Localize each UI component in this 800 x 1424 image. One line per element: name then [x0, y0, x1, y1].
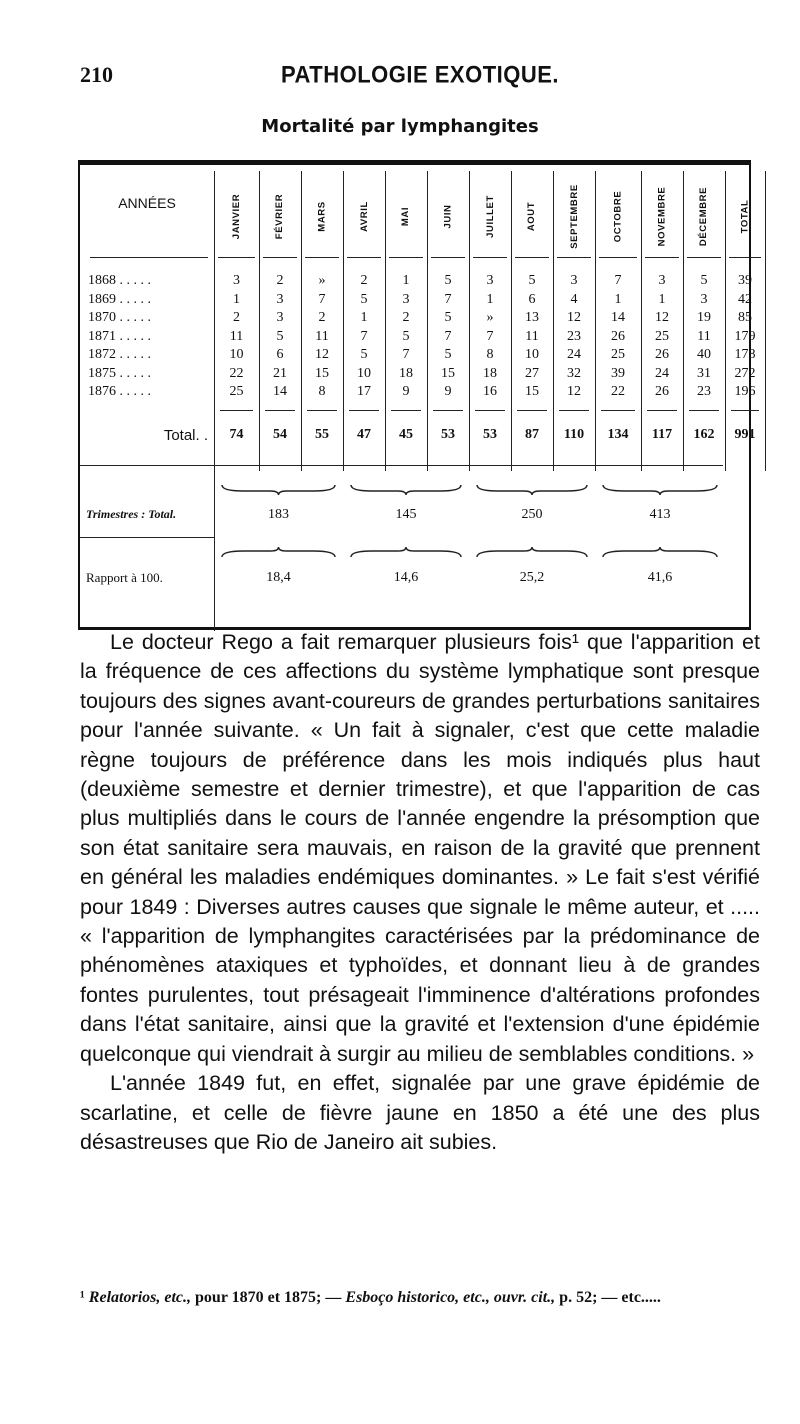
- table-cell: 179: [734, 328, 756, 344]
- footnote: [80, 1286, 760, 1310]
- years-header: ANNÉES: [118, 195, 176, 211]
- table-cell: 26: [655, 347, 669, 362]
- quarter-total: 145: [395, 507, 417, 522]
- month-header-label: JUILLET: [484, 194, 496, 238]
- table-cell: 272: [734, 365, 756, 381]
- total-separator: [391, 410, 421, 411]
- month-header-label: SEPTEMBRE: [568, 183, 580, 249]
- quarter-ratio: 25,2: [519, 570, 545, 585]
- table-cell: 2: [276, 273, 284, 288]
- table-cell: 1: [233, 291, 240, 307]
- body-text: [80, 628, 760, 1157]
- total-separator: [475, 410, 505, 411]
- table-cell: 3: [700, 291, 708, 307]
- total-separator: [559, 410, 589, 411]
- month-header: [511, 171, 553, 261]
- total-separator: [220, 410, 253, 411]
- total-separator: [349, 410, 379, 411]
- quarter-ratio: 18,4: [266, 570, 291, 585]
- table-cell: 7: [614, 273, 622, 288]
- table-cell: 21: [273, 365, 287, 381]
- table-cell: 8: [318, 384, 326, 399]
- table-cell: 12: [315, 347, 329, 362]
- table-cell: 17: [357, 384, 371, 399]
- table-cell: 11: [229, 328, 244, 344]
- month-header-label: OCTOBRE: [612, 190, 624, 242]
- total-separator: [517, 410, 547, 411]
- month-header: [725, 171, 765, 261]
- group-brace: [601, 547, 719, 559]
- table-cell: 13: [525, 310, 539, 325]
- table-cell: 7: [402, 347, 410, 362]
- table-cell: 26: [611, 328, 625, 344]
- quarter-total: 183: [268, 507, 289, 522]
- table-cell: 4: [570, 291, 578, 307]
- table-cell: 27: [525, 365, 539, 381]
- quarter-total: 413: [649, 507, 671, 522]
- year-label: 1869 . . . . .: [88, 291, 151, 307]
- month-header-label: DÉCEMBRE: [698, 186, 710, 246]
- table-cell: 10: [525, 347, 539, 362]
- table-cell: 16: [483, 384, 497, 399]
- month-header: [214, 171, 259, 261]
- table-cell: 3: [486, 273, 494, 288]
- table-cell: 6: [276, 347, 284, 362]
- table-cell: 5: [360, 291, 368, 307]
- footnote-relatorios: Relatorios, etc.,: [88, 1289, 192, 1306]
- month-header-label: NOVEMBRE: [656, 186, 668, 246]
- total-separator: [647, 410, 677, 411]
- table-cell: 12: [655, 310, 669, 325]
- table-cell: 5: [360, 347, 368, 362]
- table-cell: »: [486, 310, 494, 325]
- table-cell: 7: [444, 291, 452, 307]
- years-header-underline: [90, 257, 208, 258]
- table-cell: 15: [525, 384, 539, 399]
- month-header-label: AVRIL: [358, 200, 370, 232]
- table-cell: 15: [441, 365, 455, 381]
- month-header: [641, 171, 683, 261]
- table-cell: 1: [658, 291, 666, 307]
- table-cell: 24: [567, 347, 581, 362]
- table-cell: 25: [611, 347, 625, 362]
- table-cell: 7: [360, 328, 368, 344]
- month-header: [259, 171, 301, 261]
- table-cell: 23: [567, 328, 581, 344]
- total-cell: 53: [483, 427, 497, 442]
- table-cell: 9: [444, 384, 452, 399]
- table-cell: 1: [360, 310, 368, 325]
- table-cell: 6: [528, 291, 536, 307]
- total-cell: 87: [525, 427, 539, 442]
- table-cell: 2: [360, 273, 368, 288]
- table-cell: 23: [697, 384, 711, 399]
- table-cell: 2: [318, 310, 326, 325]
- mortality-table: [78, 160, 756, 630]
- month-header-label: AOUT: [526, 201, 538, 231]
- paragraph-1: Le docteur Rego a fait remarquer plusieurs fois¹ que l'apparition et la fréquence de ces affections du système lymphatique sont presque toujours des signes avant-coureurs de grandes perturbations sanitaires pour l'année suivante. « Un fait à signaler, c'est que cette maladie règne toujours de préférence dans les mois indiqués plus haut (deuxième semestre et dernier trimestre), et que l'apparition de cas plus multipliés dans le cours de l'année engendre la présomption que son état sanitaire sera mauvais, en raison de la gravité que prennent en général les maladies endémiques dominantes. » Le fait s'est vérifié pour 1849 : Diverses autres causes que signale le même auteur, et ..... « l'apparition de lymphangites caractérisées par la prédominance de phénomènes ataxiques et typhoïdes, et donnant lieu à de grandes fontes purulentes, tout présageait l'imminence d'altérations profondes dans l'état sanitaire, ainsi que la gravité et l'extension d'une épidémie quelconque qui viendrait à surgir au milieu de semblables conditions. »: [80, 630, 760, 1066]
- column-rule: [765, 171, 766, 471]
- table-cell: 3: [276, 291, 284, 307]
- total-cell: 74: [229, 427, 244, 442]
- table-cell: 25: [655, 328, 669, 344]
- table-cell: 7: [486, 328, 494, 344]
- year-label: 1875 . . . . .: [88, 365, 151, 381]
- group-brace: [220, 547, 337, 559]
- footnote-pages: p. 52; — etc.....: [555, 1289, 661, 1306]
- total-separator: [689, 410, 719, 411]
- group-brace: [475, 547, 589, 559]
- total-cell: 117: [651, 427, 673, 442]
- month-header-label: JANVIER: [231, 193, 243, 239]
- group-brace: [349, 547, 463, 559]
- total-cell: 991: [734, 427, 756, 442]
- table-cell: 2: [402, 310, 410, 325]
- table-cell: 22: [229, 365, 244, 381]
- table-cell: 3: [233, 273, 240, 288]
- table-cell: 39: [611, 365, 625, 381]
- page-number: 210: [80, 62, 113, 87]
- month-header: [301, 171, 343, 261]
- table-cell: 7: [444, 328, 452, 344]
- table-cell: 18: [483, 365, 497, 381]
- table-cell: 31: [697, 365, 711, 381]
- table-cell: 7: [318, 291, 326, 307]
- footnote-years: pour 1870 et 1875; —: [191, 1289, 346, 1306]
- table-cell: 5: [444, 347, 452, 362]
- group-brace: [475, 483, 589, 495]
- table-cell: 40: [697, 347, 711, 362]
- total-separator: [307, 410, 337, 411]
- table-cell: 10: [357, 365, 371, 381]
- quarter-ratio: 41,6: [647, 570, 673, 585]
- total-cell: 47: [357, 427, 371, 442]
- table-cell: 25: [229, 384, 244, 399]
- table-cell: 22: [611, 384, 625, 399]
- total-label: Total. .: [163, 427, 208, 444]
- month-header: [553, 171, 595, 261]
- table-cell: 11: [525, 328, 539, 344]
- month-header: [469, 171, 511, 261]
- month-header-label: MAI: [400, 206, 412, 226]
- table-cell: 3: [276, 310, 284, 325]
- year-label: 1872 . . . . .: [88, 347, 151, 362]
- total-cell: 53: [441, 427, 455, 442]
- quarter-label: Trimestres : Total.: [86, 507, 177, 521]
- table-cell: 85: [738, 310, 752, 325]
- table-cell: 5: [444, 310, 452, 325]
- table-cell: 24: [655, 365, 669, 381]
- table-cell: 1: [402, 273, 410, 288]
- total-cell: 134: [607, 427, 629, 442]
- year-label: 1871 . . . . .: [88, 328, 151, 344]
- footnote-esboco: Esboço historico, etc., ouvr. cit.,: [345, 1289, 556, 1306]
- table-cell: 12: [567, 384, 581, 399]
- table-cell: 5: [528, 273, 536, 288]
- table-cell: 11: [315, 328, 329, 344]
- month-header-label: JUIN: [442, 203, 454, 229]
- table-cell: 1: [486, 291, 494, 307]
- year-label: 1868 . . . . .: [88, 273, 151, 288]
- quarter-total: 250: [521, 507, 543, 522]
- table-cell: 14: [273, 384, 287, 399]
- year-label: 1876 . . . . .: [88, 384, 151, 399]
- month-header-label: TOTAL: [739, 199, 751, 233]
- table-cell: 5: [276, 328, 284, 344]
- table-cell: 5: [444, 273, 452, 288]
- table-cell: 10: [229, 347, 244, 362]
- totals-bottom-rule: [80, 465, 723, 466]
- month-header-label: MARS: [316, 200, 328, 232]
- quarter-ratio-rule: [80, 537, 214, 538]
- table-cell: 42: [738, 291, 752, 307]
- total-separator: [731, 410, 759, 411]
- table-cell: 26: [655, 384, 669, 399]
- month-header: [427, 171, 469, 261]
- table-cell: 8: [486, 347, 494, 362]
- total-cell: 55: [315, 427, 329, 442]
- total-separator: [433, 410, 463, 411]
- running-head: [80, 62, 760, 94]
- group-brace: [220, 483, 337, 495]
- table-cell: 5: [402, 328, 410, 344]
- group-brace: [601, 483, 719, 495]
- table-cell: 2: [233, 310, 240, 325]
- table-cell: 178: [734, 347, 756, 362]
- paragraph-2: L'année 1849 fut, en effet, signalée par une grave épidémie de scarlatine, et celle de fièvre jaune en 1850 a été une des plus désastreuses que Rio de Janeiro ait subies.: [80, 1071, 760, 1154]
- table-cell: 3: [402, 291, 410, 307]
- month-header: [385, 171, 427, 261]
- total-cell: 110: [563, 427, 585, 442]
- total-cell: 45: [399, 427, 413, 442]
- table-cell: 3: [570, 273, 578, 288]
- total-separator: [601, 410, 635, 411]
- table-cell: 196: [734, 384, 756, 399]
- group-brace: [349, 483, 463, 495]
- table-cell: 14: [611, 310, 625, 325]
- total-cell: 162: [693, 427, 715, 442]
- table-cell: 3: [658, 273, 666, 288]
- footnote-marker: ¹: [80, 1289, 85, 1306]
- table-cell: 1: [614, 291, 622, 307]
- table-cell: 15: [315, 365, 329, 381]
- table-cell: 18: [399, 365, 413, 381]
- table-cell: 19: [697, 310, 711, 325]
- ratio-label: Rapport à 100.: [86, 570, 163, 585]
- month-header-label: FÉVRIER: [274, 193, 286, 239]
- month-header: [343, 171, 385, 261]
- total-separator: [265, 410, 295, 411]
- table-cell: »: [318, 273, 326, 288]
- table-cell: 9: [402, 384, 410, 399]
- month-header: [683, 171, 725, 261]
- table-caption: Mortalité par lymphangites: [261, 116, 539, 137]
- table-cell: 32: [567, 365, 581, 381]
- table-cell: 11: [697, 328, 711, 344]
- table-cell: 39: [738, 273, 752, 288]
- month-header: [595, 171, 641, 261]
- running-title: PATHOLOGIE EXOTIQUE.: [280, 60, 560, 89]
- total-cell: 54: [273, 427, 287, 442]
- quarter-ratio: 14,6: [393, 570, 419, 585]
- table-cell: 12: [567, 310, 581, 325]
- table-cell: 5: [700, 273, 708, 288]
- year-label: 1870 . . . . .: [88, 310, 151, 325]
